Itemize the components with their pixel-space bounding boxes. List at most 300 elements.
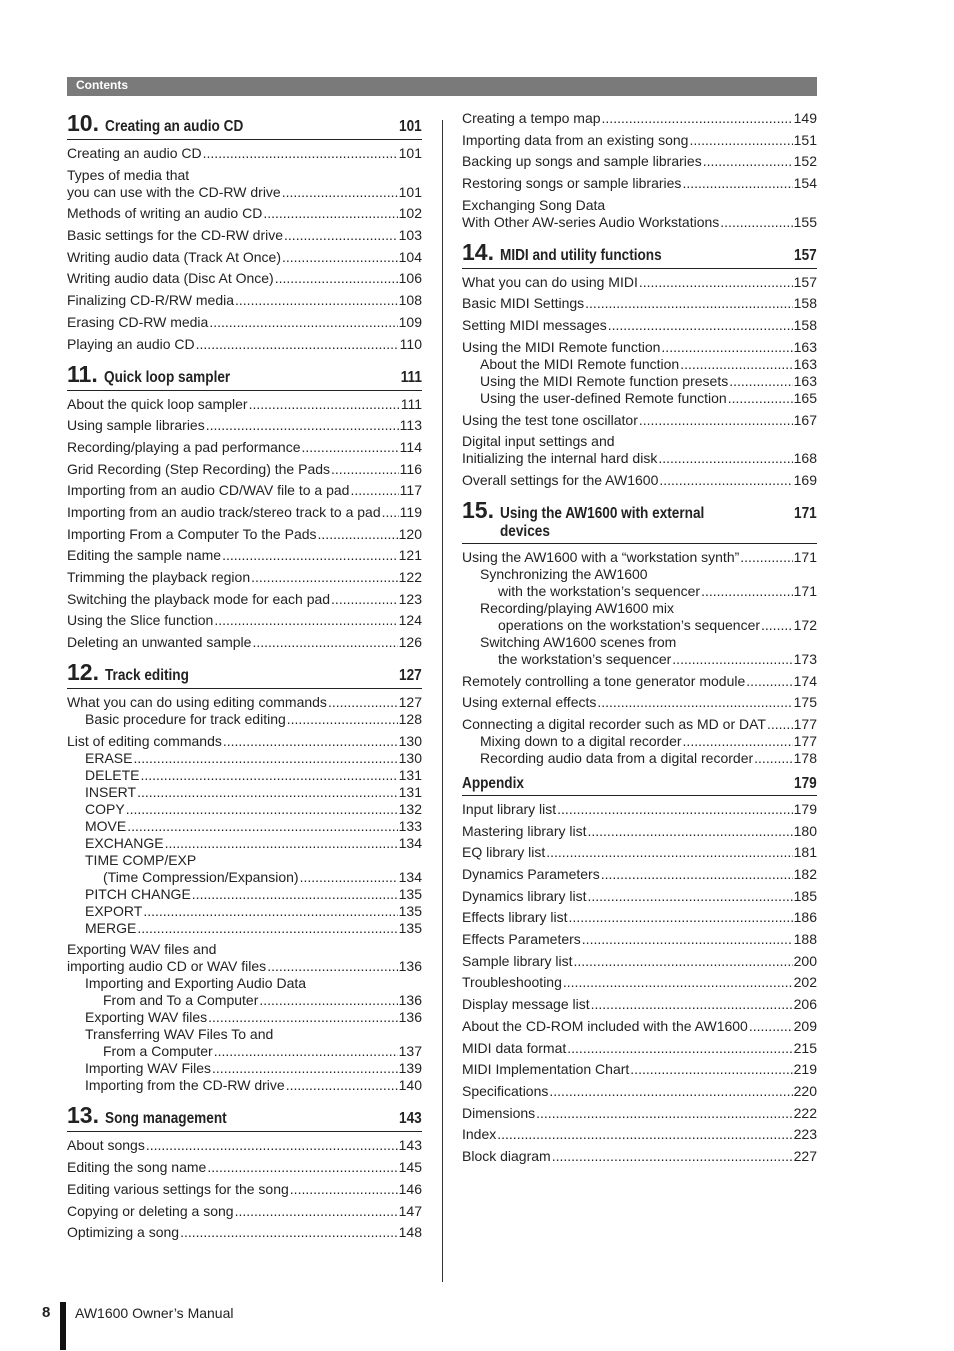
- dot-leader: [549, 1083, 792, 1100]
- toc-entry[interactable]: [462, 295, 817, 312]
- dot-leader: [140, 767, 397, 784]
- entry-page: 177: [793, 715, 817, 732]
- toc-entry[interactable]: [462, 549, 817, 566]
- toc-entry[interactable]: [67, 694, 422, 711]
- entry-title: Copying or deleting a song: [67, 1202, 234, 1219]
- toc-entry[interactable]: [462, 651, 817, 668]
- entry-page: 148: [398, 1224, 422, 1241]
- entry-page: 101: [398, 145, 422, 161]
- entry-page: 157: [793, 273, 817, 290]
- entry-title: Setting MIDI messages: [462, 317, 607, 334]
- entry-title: Dimensions: [462, 1104, 536, 1121]
- entry-page: 172: [793, 616, 817, 633]
- section-heading[interactable]: [67, 659, 422, 689]
- section-heading-title-group: [462, 775, 535, 793]
- toc-entry[interactable]: [462, 1126, 817, 1143]
- toc-entry[interactable]: [462, 110, 817, 127]
- toc-entry[interactable]: [462, 317, 817, 334]
- dot-leader: [251, 569, 398, 586]
- section-page: 179: [794, 774, 817, 792]
- entry-title: Using the user-defined Remote function: [480, 389, 727, 406]
- entry-page: 134: [398, 834, 422, 851]
- page-number: 8: [42, 1304, 51, 1321]
- toc-entry[interactable]: [462, 1148, 817, 1165]
- section-heading[interactable]: [462, 775, 817, 796]
- entry-page: 163: [793, 338, 817, 355]
- entry-title: What you can do using editing commands: [67, 694, 327, 711]
- toc-entry[interactable]: [67, 975, 422, 992]
- dot-leader: [275, 270, 398, 287]
- section-heading-title-group: [67, 110, 268, 137]
- entry-page: 131: [398, 783, 422, 800]
- toc-entry[interactable]: [67, 801, 422, 818]
- dot-leader: [203, 145, 398, 162]
- entry-title: MERGE: [85, 919, 137, 936]
- toc-entry[interactable]: [67, 941, 422, 975]
- entry-title: Specifications: [462, 1082, 549, 1099]
- entry-title: Switching AW1600 scenes from: [480, 633, 677, 650]
- toc-entry[interactable]: [67, 461, 422, 478]
- entry-page: 130: [398, 749, 422, 766]
- toc-entry[interactable]: [462, 197, 817, 231]
- entry-title: Block diagram: [462, 1147, 551, 1164]
- section-heading[interactable]: [67, 110, 422, 140]
- entry-title: Finalizing CD-R/RW media: [67, 292, 235, 309]
- entry-title: Sample library list: [462, 952, 573, 969]
- section-heading[interactable]: [67, 361, 422, 391]
- section-title: Track editing: [104, 667, 189, 685]
- toc-entry[interactable]: [67, 1060, 422, 1077]
- entry-title: Input library list: [462, 800, 557, 817]
- toc-entry[interactable]: [67, 750, 422, 767]
- entry-title: MIDI Implementation Chart: [462, 1061, 630, 1078]
- toc-entry[interactable]: [67, 336, 422, 353]
- entry-title: Troubleshooting: [462, 974, 562, 991]
- entry-page: 186: [793, 909, 817, 926]
- entry-page: 140: [398, 1077, 422, 1094]
- entry-title: Using the MIDI Remote function: [462, 338, 661, 355]
- toc-entry[interactable]: [67, 526, 422, 543]
- dot-leader: [259, 992, 397, 1009]
- toc-entry[interactable]: [67, 920, 422, 937]
- toc-section: [67, 361, 422, 652]
- section-page: 171: [794, 504, 817, 522]
- dot-leader: [587, 823, 792, 840]
- entry-title: COPY: [85, 800, 125, 817]
- dot-leader: [331, 591, 398, 608]
- dot-leader: [567, 1040, 792, 1057]
- dot-leader: [767, 716, 793, 733]
- entry-title: Mixing down to a digital recorder: [480, 732, 682, 749]
- toc-entry[interactable]: [67, 784, 422, 801]
- dot-leader: [683, 733, 793, 750]
- entry-page: 151: [793, 131, 817, 148]
- dot-leader: [127, 818, 397, 835]
- toc-entry[interactable]: [462, 733, 817, 750]
- toc-entry[interactable]: [462, 1083, 817, 1100]
- toc-section: [462, 110, 817, 231]
- entry-title: Creating an audio CD: [67, 145, 202, 161]
- dot-leader: [300, 869, 398, 886]
- dot-leader: [223, 733, 398, 750]
- entry-page: 110: [399, 335, 422, 352]
- entry-page: 130: [398, 732, 422, 749]
- toc-entry[interactable]: [462, 953, 817, 970]
- dot-leader: [701, 583, 793, 600]
- entry-page: 188: [793, 931, 817, 948]
- entry-title: EXCHANGE: [85, 834, 164, 851]
- dot-leader: [536, 1105, 793, 1122]
- entry-page: 146: [398, 1180, 422, 1197]
- dot-leader: [563, 974, 793, 991]
- toc-entry[interactable]: [67, 591, 422, 608]
- section-title: Using the AW1600 with external devices: [499, 504, 705, 540]
- dot-leader: [350, 482, 398, 499]
- dot-leader: [630, 1061, 792, 1078]
- toc-entry[interactable]: [462, 673, 817, 690]
- entry-title: TIME COMP/EXP: [85, 851, 197, 868]
- entry-page: 185: [793, 887, 817, 904]
- entry-page: 215: [793, 1039, 817, 1056]
- dot-leader: [703, 153, 793, 170]
- entry-title: Display message list: [462, 996, 590, 1013]
- toc-entry[interactable]: [67, 167, 422, 201]
- toc-entry[interactable]: [462, 433, 817, 467]
- dot-leader: [720, 214, 792, 231]
- section-title: Song management: [104, 1110, 227, 1128]
- dot-leader: [680, 356, 792, 373]
- entry-page: 152: [793, 153, 817, 170]
- dot-leader: [209, 314, 397, 331]
- toc-entry[interactable]: [67, 1077, 422, 1094]
- entry-page: 106: [398, 270, 422, 287]
- toc-entry[interactable]: [462, 600, 817, 617]
- toc-entry[interactable]: [67, 903, 422, 920]
- toc-entry[interactable]: [462, 390, 817, 407]
- entry-title: Using external effects: [462, 694, 597, 711]
- entry-title: ERASE: [85, 749, 133, 766]
- toc-entry[interactable]: [67, 886, 422, 903]
- toc-entry[interactable]: [462, 974, 817, 991]
- toc-entry[interactable]: [462, 356, 817, 373]
- dot-leader: [133, 750, 397, 767]
- toc-entry[interactable]: [67, 711, 422, 728]
- toc-entry[interactable]: [462, 750, 817, 767]
- dot-leader: [689, 132, 792, 149]
- entry-title: About the CD-ROM included with the AW1600: [462, 1017, 748, 1034]
- dot-leader: [557, 801, 792, 818]
- entry-title: MIDI data format: [462, 1039, 567, 1056]
- contents-header-bar: [67, 77, 817, 96]
- entry-page: 174: [793, 672, 817, 689]
- toc-entry[interactable]: [462, 888, 817, 905]
- entry-title: Digital input settings and Initializing the internal hard disk: [462, 433, 658, 467]
- entry-page: 171: [793, 582, 817, 599]
- section-page: 157: [794, 246, 817, 264]
- entry-title: Using the Slice function: [67, 612, 214, 629]
- toc-entry[interactable]: [67, 504, 422, 521]
- entry-page: 135: [398, 902, 422, 919]
- entry-title: Recording/playing AW1600 mix: [480, 599, 675, 616]
- dot-leader: [746, 673, 792, 690]
- toc-section: [462, 239, 817, 489]
- toc-entry[interactable]: [462, 844, 817, 861]
- entry-title: Basic MIDI Settings: [462, 295, 585, 312]
- toc-entry[interactable]: [67, 818, 422, 835]
- entry-page: 122: [398, 569, 422, 585]
- entry-title: Creating a tempo map: [462, 110, 601, 126]
- entry-page: 158: [793, 295, 817, 312]
- entry-title: Writing audio data (Track At Once): [67, 248, 281, 265]
- entry-title: Switching the playback mode for each pad: [67, 590, 331, 607]
- entry-page: 102: [398, 205, 422, 222]
- section-heading[interactable]: [67, 1102, 422, 1132]
- entry-page: 200: [793, 952, 817, 969]
- entry-page: 209: [793, 1017, 817, 1034]
- contents-header-label: Contents: [76, 78, 128, 92]
- dot-leader: [587, 888, 792, 905]
- entry-page: 178: [793, 749, 817, 766]
- entry-title: Synchronizing the AW1600: [480, 565, 648, 582]
- toc-entry[interactable]: [67, 439, 422, 456]
- entry-title: Transferring WAV Files To and: [85, 1026, 274, 1043]
- dot-leader: [597, 694, 792, 711]
- entry-page: 143: [398, 1137, 422, 1154]
- toc-entry[interactable]: [67, 835, 422, 852]
- toc-entry[interactable]: [67, 270, 422, 287]
- entry-title: Deleting an unwanted sample: [67, 634, 252, 651]
- toc-entry[interactable]: [462, 1018, 817, 1035]
- toc-entry[interactable]: [67, 547, 422, 564]
- entry-title: Effects library list: [462, 909, 568, 926]
- toc-entry[interactable]: [67, 612, 422, 629]
- toc-section: [67, 110, 422, 353]
- dot-leader: [497, 1126, 792, 1143]
- dot-leader: [602, 110, 793, 127]
- dot-leader: [137, 920, 397, 937]
- entry-title: Importing from an audio CD/WAV file to a pad: [67, 482, 350, 499]
- toc-entry[interactable]: [67, 1137, 422, 1154]
- entry-title: PITCH CHANGE: [85, 885, 191, 902]
- entry-page: 147: [398, 1202, 422, 1219]
- entry-page: 103: [398, 227, 422, 244]
- toc-entry[interactable]: [462, 566, 817, 583]
- entry-page: 219: [793, 1061, 817, 1078]
- toc-entry[interactable]: [67, 1009, 422, 1026]
- toc-entry[interactable]: [462, 1061, 817, 1078]
- dot-leader: [672, 651, 792, 668]
- section-heading-title-group: [67, 1102, 248, 1129]
- toc-entry[interactable]: [67, 569, 422, 586]
- dot-leader: [222, 547, 398, 564]
- dot-leader: [382, 504, 399, 521]
- entry-page: 120: [398, 525, 422, 542]
- entry-title: Importing from an audio track/stereo track to a pad: [67, 503, 381, 520]
- entry-page: 177: [793, 732, 817, 749]
- toc-entry[interactable]: [462, 617, 817, 634]
- toc-entry[interactable]: [462, 866, 817, 883]
- toc-entry[interactable]: [67, 869, 422, 886]
- entry-title: What you can do using MIDI: [462, 273, 638, 290]
- entry-title: Backing up songs and sample libraries: [462, 153, 702, 170]
- entry-title: EXPORT: [85, 902, 143, 919]
- toc-entry[interactable]: [462, 274, 817, 291]
- toc-entry[interactable]: [462, 801, 817, 818]
- toc-entry[interactable]: [67, 634, 422, 651]
- entry-title: About songs: [67, 1137, 145, 1154]
- entry-title: Importing and Exporting Audio Data: [85, 975, 307, 992]
- section-number: 14.: [462, 238, 494, 265]
- entry-title: MOVE: [85, 817, 127, 834]
- toc-entry[interactable]: [67, 396, 422, 413]
- entry-page: 124: [398, 612, 422, 629]
- dot-leader: [728, 390, 793, 407]
- entry-page: 131: [398, 766, 422, 783]
- entry-page: 145: [398, 1159, 422, 1176]
- entry-title: with the workstation’s sequencer: [498, 582, 701, 599]
- entry-page: 111: [400, 395, 422, 412]
- toc-entry[interactable]: [462, 153, 817, 170]
- dot-leader: [659, 472, 792, 489]
- entry-title: Writing audio data (Disc At Once): [67, 270, 274, 287]
- entry-title: Basic procedure for track editing: [85, 711, 286, 728]
- entry-title: About the MIDI Remote function: [480, 355, 680, 372]
- toc-entry[interactable]: [462, 634, 817, 651]
- toc-entry[interactable]: [462, 931, 817, 948]
- entry-title: Importing WAV Files: [85, 1060, 212, 1077]
- toc-section: [462, 775, 817, 1165]
- toc-entry[interactable]: [462, 339, 817, 356]
- left-toc-column: [67, 110, 422, 1249]
- dot-leader: [318, 526, 398, 543]
- toc-entry[interactable]: [67, 1026, 422, 1043]
- toc-entry[interactable]: [67, 992, 422, 1009]
- toc-entry[interactable]: [67, 1181, 422, 1198]
- entry-page: 154: [793, 175, 817, 192]
- toc-entry[interactable]: [67, 1159, 422, 1176]
- toc-entry[interactable]: [67, 733, 422, 750]
- toc-entry[interactable]: [462, 373, 817, 390]
- toc-entry[interactable]: [462, 175, 817, 192]
- toc-entry[interactable]: [462, 1040, 817, 1057]
- toc-entry[interactable]: [462, 412, 817, 429]
- toc-entry[interactable]: [67, 227, 422, 244]
- dot-leader: [639, 274, 793, 291]
- entry-page: 179: [793, 800, 817, 817]
- dot-leader: [212, 1060, 398, 1077]
- toc-entry[interactable]: [67, 852, 422, 869]
- dot-leader: [552, 1148, 793, 1165]
- dot-leader: [582, 931, 793, 948]
- toc-entry[interactable]: [67, 314, 422, 331]
- entry-page: 163: [793, 372, 817, 389]
- section-heading[interactable]: [462, 497, 817, 544]
- toc-entry[interactable]: [462, 996, 817, 1013]
- entry-title: DELETE: [85, 766, 140, 783]
- entry-page: 171: [793, 548, 817, 565]
- entry-page: 136: [398, 1009, 422, 1026]
- section-page: 101: [399, 118, 422, 135]
- toc-entry[interactable]: [462, 583, 817, 600]
- entry-page: 117: [399, 482, 422, 499]
- toc-entry[interactable]: [462, 132, 817, 149]
- right-toc-column: [462, 110, 817, 1173]
- dot-leader: [249, 396, 400, 413]
- dot-leader: [252, 634, 397, 651]
- entry-page: 121: [398, 547, 422, 564]
- entry-page: 167: [793, 411, 817, 428]
- section-title: Creating an audio CD: [104, 118, 244, 135]
- toc-entry[interactable]: [67, 1043, 422, 1060]
- toc-entry[interactable]: [462, 823, 817, 840]
- section-number: 12.: [67, 659, 99, 686]
- dot-leader: [740, 549, 792, 566]
- toc-entry[interactable]: [67, 417, 422, 434]
- toc-entry[interactable]: [67, 145, 422, 162]
- entry-title: Dynamics library list: [462, 887, 587, 904]
- dot-leader: [682, 175, 792, 192]
- dot-leader: [165, 835, 398, 852]
- toc-entry[interactable]: [462, 716, 817, 733]
- toc-entry[interactable]: [67, 249, 422, 266]
- toc-entry[interactable]: [462, 909, 817, 926]
- entry-title: Playing an audio CD: [67, 335, 195, 352]
- dot-leader: [282, 249, 398, 266]
- dot-leader: [207, 1159, 397, 1176]
- entry-page: 149: [793, 110, 817, 126]
- entry-page: 137: [398, 1043, 422, 1060]
- column-divider: [442, 120, 443, 1282]
- toc-entry[interactable]: [462, 694, 817, 711]
- dot-leader: [208, 1009, 397, 1026]
- entry-title: Overall settings for the AW1600: [462, 471, 659, 488]
- entry-page: 134: [398, 868, 422, 885]
- toc-entry[interactable]: [67, 1203, 422, 1220]
- toc-section: [462, 497, 817, 767]
- entry-page: 104: [398, 248, 422, 265]
- entry-title: Mastering library list: [462, 822, 587, 839]
- entry-page: 108: [398, 292, 422, 309]
- dot-leader: [137, 784, 398, 801]
- section-number: 15.: [462, 496, 494, 523]
- entry-title: operations on the workstation’s sequencer: [498, 616, 761, 633]
- entry-page: 135: [398, 885, 422, 902]
- section-heading-title-group: [462, 239, 690, 266]
- toc-entry[interactable]: [67, 292, 422, 309]
- dot-leader: [591, 996, 793, 1013]
- dot-leader: [608, 317, 793, 334]
- section-page: 127: [399, 667, 422, 685]
- entry-title: Restoring songs or sample libraries: [462, 175, 682, 192]
- toc-entry[interactable]: [67, 482, 422, 499]
- toc-entry[interactable]: [462, 1105, 817, 1122]
- section-title: Quick loop sampler: [103, 368, 230, 386]
- dot-leader: [287, 711, 398, 728]
- toc-entry[interactable]: [462, 472, 817, 489]
- toc-entry[interactable]: [67, 767, 422, 784]
- entry-page: 180: [793, 822, 817, 839]
- entry-title: Recording audio data from a digital recorder: [480, 749, 754, 766]
- dot-leader: [569, 909, 793, 926]
- toc-entry[interactable]: [67, 205, 422, 222]
- entry-page: 182: [793, 866, 817, 882]
- entry-page: 109: [398, 313, 422, 330]
- section-heading[interactable]: [462, 239, 817, 269]
- toc-entry[interactable]: [67, 1224, 422, 1241]
- dot-leader: [331, 461, 399, 478]
- entry-page: 206: [793, 996, 817, 1013]
- entry-title: INSERT: [85, 783, 137, 800]
